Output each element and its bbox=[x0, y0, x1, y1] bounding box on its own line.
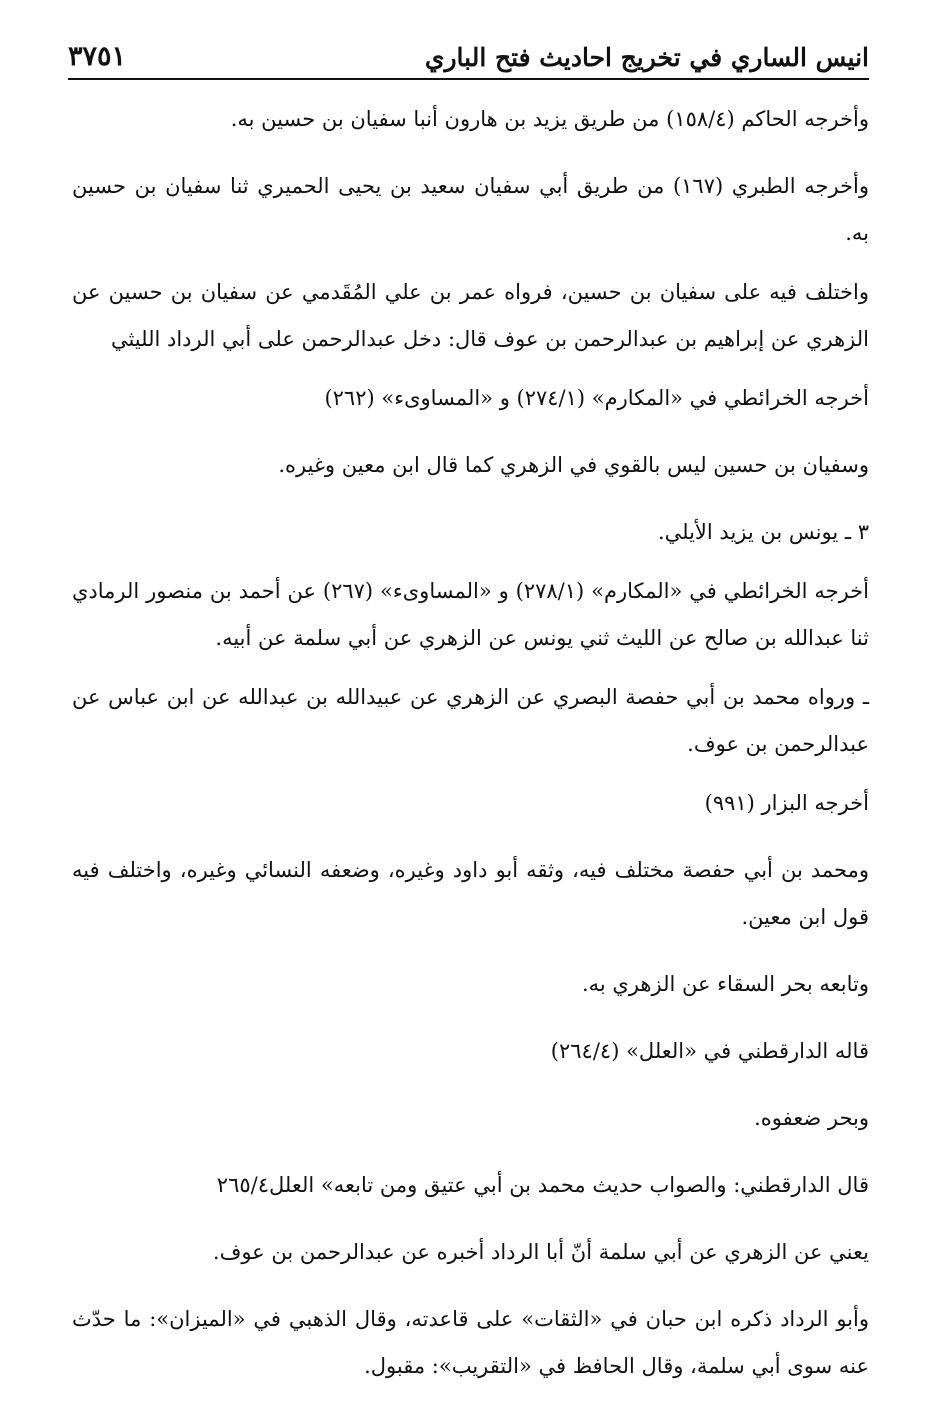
paragraph: قال الدارقطني: والصواب حديث محمد بن أبي عتيق ومن تابعه» العلل٢٦٥/٤ bbox=[216, 1173, 869, 1197]
paragraph: وسفيان بن حسين ليس بالقوي في الزهري كما قال ابن معين وغيره. bbox=[278, 453, 869, 477]
paragraph: أخرجه الخرائطي في «المكارم» (٢٧٤/١) و «المساوىء» (٢٦٢) bbox=[324, 386, 869, 410]
paragraph: أخرجه البزار (٩٩١) bbox=[704, 791, 869, 815]
paragraph: قاله الدارقطني في «العلل» (٢٦٤/٤) bbox=[550, 1039, 869, 1063]
paragraph: وبحر ضعفوه. bbox=[754, 1106, 869, 1130]
running-header bbox=[68, 32, 869, 72]
paragraph: ومحمد بن أبي حفصة مختلف فيه، وثقه أبو داود وغيره، وضعفه النسائي وغيره، واختلف فيه قول ابن معين. bbox=[72, 858, 869, 929]
paragraph: يعني عن الزهري عن أبي سلمة أنّ أبا الرداد أخبره عن عبدالرحمن بن عوف. bbox=[212, 1240, 869, 1264]
paragraph: واختلف فيه على سفيان بن حسين، فرواه عمر بن علي المُقَدمي عن سفيان بن حسين عن الزهري عن إبراهيم بن عبدالرحمن بن عوف قال: دخل عبدالرحمن على أبي الرداد الليثي bbox=[72, 280, 869, 351]
book-title: انيس الساري في تخريج احاديث فتح الباري bbox=[424, 43, 869, 72]
section-heading: ٣ ـ يونس بن يزيد الأيلي. bbox=[657, 520, 869, 544]
page-body bbox=[72, 96, 869, 1402]
paragraph: وتابعه بحر السقاء عن الزهري به. bbox=[581, 972, 869, 996]
paragraph: ـ ورواه محمد بن أبي حفصة البصري عن الزهري عن عبيدالله بن عبدالله عن ابن عباس عن عبدالرحمن بن عوف. bbox=[72, 685, 869, 756]
header-rule bbox=[68, 78, 869, 80]
paragraph: وأبو الرداد ذكره ابن حبان في «الثقات» على قاعدته، وقال الذهبي في «الميزان»: ما حدّث عنه سوى أبي سلمة، وقال الحافظ في «التقريب»: مقبول. bbox=[72, 1307, 869, 1378]
paragraph: وأخرجه الحاكم (١٥٨/٤) من طريق يزيد بن هارون أنبا سفيان بن حسين به. bbox=[230, 107, 869, 131]
page-number: ٣٧٥١ bbox=[68, 41, 127, 72]
paragraph: أخرجه الخرائطي في «المكارم» (٢٧٨/١) و «المساوىء» (٢٦٧) عن أحمد بن منصور الرمادي ثنا عبدالله بن صالح عن الليث ثني يونس عن الزهري عن أبي سلمة عن أبيه. bbox=[72, 579, 869, 650]
paragraph: وأخرجه الطبري (١٦٧) من طريق أبي سفيان سعيد بن يحيى الحميري ثنا سفيان بن حسين به. bbox=[72, 174, 869, 245]
